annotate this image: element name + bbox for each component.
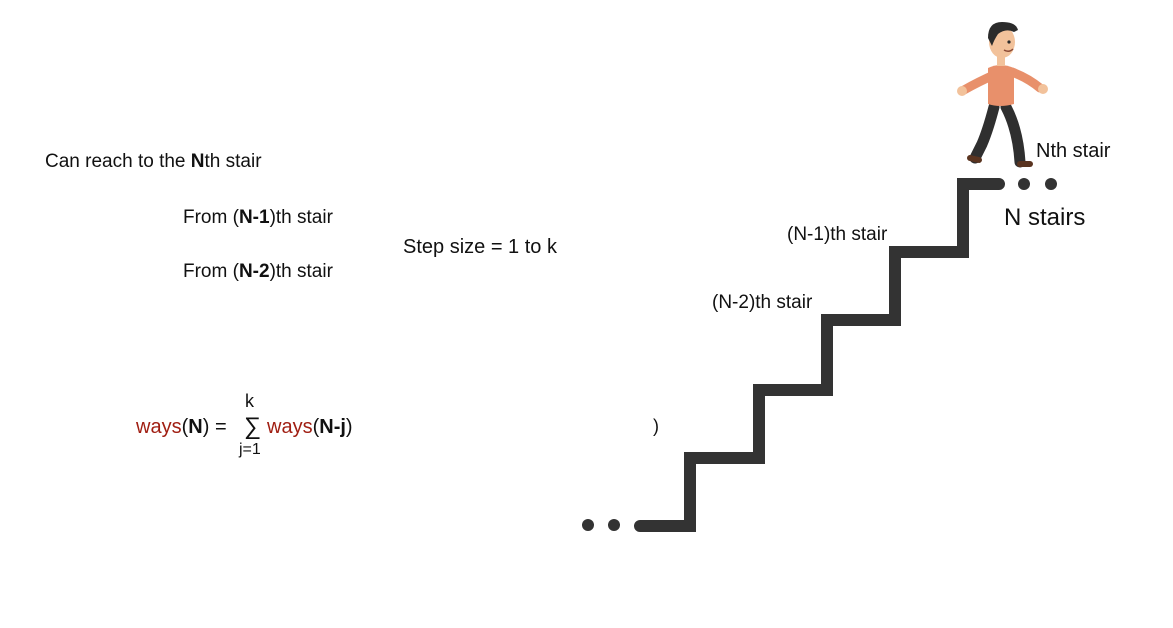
reach-prefix: Can reach to the [45,151,191,172]
top-ellipsis-dot-2 [1045,178,1057,190]
lhs-arg: N [188,416,203,438]
nth-stair-label: Nth stair [1036,140,1111,162]
bottom-ellipsis-dot-2 [608,519,620,531]
walking-person-illustration [948,12,1058,172]
stray-paren-mark: ) [653,416,659,436]
from1-suffix: )th stair [269,207,333,228]
lhs-func: ways [136,416,182,438]
bottom-ellipsis-dot-1 [582,519,594,531]
rhs-func: ways [267,416,313,438]
sum-upper-limit: k [245,391,254,411]
from1-bold: N-1 [238,207,270,228]
top-ellipsis-dot-1 [1018,178,1030,190]
sum-lower-limit: j=1 [239,441,261,458]
n-minus-2-stair-label: (N-2)th stair [712,292,813,313]
rhs-arg: N-j [319,416,346,438]
lhs-open-paren: ( [181,416,189,438]
n-minus-1-stair-label: (N-1)th stair [787,224,888,245]
step-size-label: Step size = 1 to k [403,236,557,258]
from2-suffix: )th stair [269,261,333,282]
from2-bold: N-2 [238,261,270,282]
from2-prefix: From ( [183,261,239,282]
n-stairs-label: N stairs [1004,204,1086,231]
lhs-close-paren: ) [202,416,210,438]
rhs-open-paren: ( [312,416,320,438]
reach-bold: N [190,151,205,172]
rhs-close-paren: ) [345,416,353,438]
reach-suffix: th stair [204,151,262,172]
sum-symbol: ∑ [244,413,262,440]
from1-prefix: From ( [183,207,239,228]
equals-sign: = [214,416,227,438]
